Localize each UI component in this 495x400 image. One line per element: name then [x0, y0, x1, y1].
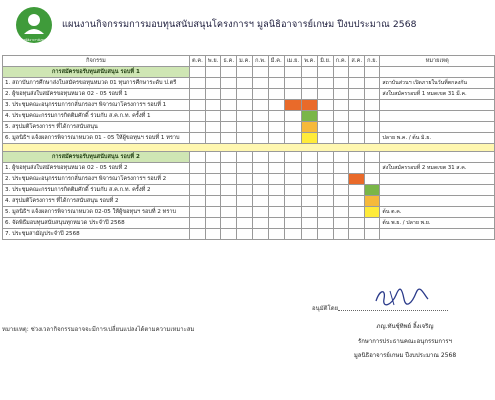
month-cell [205, 218, 221, 229]
month-cell [333, 196, 349, 207]
section-title: การสมัครขอรับทุนสนับสนุน รอบที่ 1 [3, 67, 190, 78]
month-cell [268, 122, 284, 133]
activity-label: 1. ผู้ขอทุนส่งใบสมัครขอทุนหมวด 02 - 05 รอบที่ 2 [3, 163, 190, 174]
month-cell [349, 185, 365, 196]
month-cell [302, 229, 318, 240]
header-month: ก.ค. [333, 56, 349, 67]
month-cell [349, 207, 365, 218]
month-cell [221, 78, 237, 89]
activity-label: 4. สรุปมติโครงการฯ ที่ได้การสนับสนุน รอบที่ 2 [3, 196, 190, 207]
month-cell [205, 174, 221, 185]
header-month: มี.ค. [268, 56, 284, 67]
month-cell [333, 207, 349, 218]
month-cell [221, 100, 237, 111]
month-cell [318, 111, 334, 122]
activity-row [3, 163, 495, 174]
month-cell [221, 207, 237, 218]
month-cell [365, 133, 380, 144]
month-cell [237, 174, 253, 185]
month-cell [333, 122, 349, 133]
table-header-row [3, 56, 495, 67]
month-cell [349, 111, 365, 122]
month-cell [268, 89, 284, 100]
month-cell [349, 100, 365, 111]
header-month: เม.ย. [284, 56, 301, 67]
month-cell [268, 185, 284, 196]
schedule-mark-amber [302, 122, 318, 133]
month-cell [333, 78, 349, 89]
header-activity: กิจกรรม [3, 56, 190, 67]
month-cell [253, 111, 269, 122]
month-cell [237, 133, 253, 144]
note-cell [380, 196, 495, 207]
schedule-mark-yellow [365, 207, 380, 218]
note-cell [380, 152, 495, 163]
month-cell [349, 122, 365, 133]
note-cell [380, 67, 495, 78]
activity-row [3, 229, 495, 240]
month-cell [318, 100, 334, 111]
schedule-mark-orange [284, 100, 301, 111]
month-cell [365, 111, 380, 122]
month-cell [365, 163, 380, 174]
schedule-mark-amber [365, 196, 380, 207]
schedule-mark-yellow [302, 133, 318, 144]
month-cell [318, 67, 334, 78]
header-month: มิ.ย. [318, 56, 334, 67]
month-cell [205, 196, 221, 207]
month-cell [253, 122, 269, 133]
activity-row [3, 133, 495, 144]
month-cell [365, 100, 380, 111]
month-cell [284, 67, 301, 78]
activity-row [3, 196, 495, 207]
header-month: ต.ค. [189, 56, 205, 67]
month-cell [221, 89, 237, 100]
month-cell [253, 218, 269, 229]
month-cell [221, 218, 237, 229]
month-cell [333, 185, 349, 196]
month-cell [284, 207, 301, 218]
month-cell [268, 174, 284, 185]
month-cell [253, 185, 269, 196]
activity-row [3, 185, 495, 196]
month-cell [237, 111, 253, 122]
month-cell [302, 174, 318, 185]
month-cell [318, 152, 334, 163]
month-cell [189, 152, 205, 163]
month-cell [349, 89, 365, 100]
month-cell [205, 152, 221, 163]
month-cell [333, 163, 349, 174]
section-row [3, 152, 495, 163]
month-cell [284, 218, 301, 229]
section-title: การสมัครขอรับทุนสนับสนุน รอบที่ 2 [3, 152, 190, 163]
header-month: ธ.ค. [221, 56, 237, 67]
month-cell [237, 218, 253, 229]
activity-label: 7. ประชุมสามัญประจำปี 2568 [3, 229, 190, 240]
month-cell [365, 152, 380, 163]
month-cell [318, 218, 334, 229]
month-cell [205, 133, 221, 144]
activity-label: 3. ประชุมคณะกรรมการกิตติมศักดิ์ ร่วมกับ ส.ค.ก.ท. ครั้งที่ 2 [3, 185, 190, 196]
month-cell [302, 185, 318, 196]
month-cell [318, 196, 334, 207]
month-cell [333, 174, 349, 185]
month-cell [333, 229, 349, 240]
activity-label: 3. ประชุมคณะอนุกรรมการกลั่นกรองฯ พิจารณาโครงการฯ รอบที่ 1 [3, 100, 190, 111]
activity-label: 2. ประชุมคณะอนุกรรมการกลั่นกรองฯ พิจารณาโครงการฯ รอบที่ 2 [3, 174, 190, 185]
note-cell [380, 122, 495, 133]
note-cell [380, 111, 495, 122]
month-cell [253, 89, 269, 100]
month-cell [205, 229, 221, 240]
note-cell: ต้น ต.ค. [380, 207, 495, 218]
month-cell [268, 196, 284, 207]
month-cell [302, 89, 318, 100]
header-month: พ.ค. [302, 56, 318, 67]
month-cell [349, 229, 365, 240]
approval-label: อนุมัติโดย [312, 305, 339, 312]
activity-row [3, 111, 495, 122]
month-cell [205, 67, 221, 78]
month-cell [333, 100, 349, 111]
activity-row [3, 207, 495, 218]
month-cell [365, 122, 380, 133]
month-cell [189, 111, 205, 122]
month-cell [189, 78, 205, 89]
month-cell [268, 111, 284, 122]
month-cell [349, 196, 365, 207]
month-cell [221, 122, 237, 133]
activity-row [3, 174, 495, 185]
activity-row [3, 89, 495, 100]
month-cell [284, 196, 301, 207]
activity-label: 5. สรุปมติโครงการฯ ที่ได้การสนับสนุน [3, 122, 190, 133]
month-cell [318, 89, 334, 100]
month-cell [268, 218, 284, 229]
month-cell [302, 218, 318, 229]
note-cell [380, 100, 495, 111]
month-cell [268, 100, 284, 111]
month-cell [302, 163, 318, 174]
month-cell [189, 207, 205, 218]
month-cell [253, 207, 269, 218]
month-cell [349, 78, 365, 89]
month-cell [205, 78, 221, 89]
approver-org: มูลนิธิอาจารย์เกษม ปีงบประมาณ 2568 [353, 352, 457, 359]
signature-line [338, 310, 448, 311]
month-cell [284, 111, 301, 122]
month-cell [284, 89, 301, 100]
month-cell [333, 111, 349, 122]
month-cell [365, 78, 380, 89]
month-cell [237, 185, 253, 196]
activity-label: 2. ผู้ขอทุนส่งใบสมัครขอทุนหมวด 02 - 05 รอบที่ 1 [3, 89, 190, 100]
month-cell [221, 133, 237, 144]
month-cell [349, 67, 365, 78]
schedule-mark-green [302, 111, 318, 122]
month-cell [221, 174, 237, 185]
activity-label: 6. มูลนิธิฯ แจ้งผลการพิจารณาหมวด 01 - 05 ให้ผู้ขอทุนฯ รอบที่ 1 ทราบ [3, 133, 190, 144]
header-month: ก.พ. [253, 56, 269, 67]
month-cell [189, 174, 205, 185]
logo-portrait [28, 14, 40, 26]
month-cell [237, 229, 253, 240]
month-cell [349, 163, 365, 174]
activity-row [3, 218, 495, 229]
month-cell [333, 133, 349, 144]
approver-role: รักษาการประธานคณะอนุกรรมการฯ [358, 338, 452, 345]
schedule-mark-orange [302, 100, 318, 111]
month-cell [221, 229, 237, 240]
month-cell [318, 122, 334, 133]
month-cell [221, 67, 237, 78]
month-cell [237, 100, 253, 111]
month-cell [302, 207, 318, 218]
activity-label: 6. จัดพิธีมอบทุนสนับสนุนทุกหมวด ประจำปี 2568 [3, 218, 190, 229]
note-cell [380, 229, 495, 240]
month-cell [318, 185, 334, 196]
logo-caption: มูลนิธิอาจารย์เกษม [21, 38, 47, 42]
month-cell [318, 174, 334, 185]
schedule-body [3, 67, 495, 240]
month-cell [349, 133, 365, 144]
handwritten-signature [372, 285, 432, 309]
schedule-mark-orange [349, 174, 365, 185]
month-cell [237, 122, 253, 133]
month-cell [253, 133, 269, 144]
header-note: หมายเหตุ [380, 56, 495, 67]
month-cell [205, 207, 221, 218]
month-cell [333, 218, 349, 229]
month-cell [349, 218, 365, 229]
activity-label: 4. ประชุมคณะกรรมการกิตติมศักดิ์ ร่วมกับ ส.ค.ก.ท. ครั้งที่ 1 [3, 111, 190, 122]
document-title: แผนงานกิจกรรมการมอบทุนสนับสนุนโครงการฯ มูลนิธิอาจารย์เกษม ปีงบประมาณ 2568 [62, 19, 417, 30]
month-cell [189, 67, 205, 78]
month-cell [205, 89, 221, 100]
month-cell [189, 163, 205, 174]
month-cell [253, 229, 269, 240]
note-cell [380, 174, 495, 185]
month-cell [189, 196, 205, 207]
month-cell [318, 207, 334, 218]
month-cell [302, 152, 318, 163]
month-cell [333, 152, 349, 163]
month-cell [365, 174, 380, 185]
month-cell [205, 111, 221, 122]
note-cell: ส่งใบสมัครรอบที่ 2 หมดเขต 31 ส.ค. [380, 163, 495, 174]
month-cell [189, 229, 205, 240]
month-cell [221, 163, 237, 174]
month-cell [253, 78, 269, 89]
month-cell [237, 207, 253, 218]
month-cell [284, 163, 301, 174]
month-cell [237, 78, 253, 89]
remark-text: หมายเหตุ: ช่วงเวลากิจกรรมอาจจะมีการเปลี่ยนแปลงได้ตามความเหมาะสม [2, 326, 195, 333]
foundation-logo [15, 6, 53, 44]
month-cell [189, 133, 205, 144]
month-cell [318, 78, 334, 89]
activity-label: 5. มูลนิธิฯ แจ้งผลการพิจารณาหมวด 02-05 ให้ผู้ขอทุนฯ รอบที่ 2 ทราบ [3, 207, 190, 218]
month-cell [237, 89, 253, 100]
month-cell [284, 174, 301, 185]
header-month: ก.ย. [365, 56, 380, 67]
month-cell [205, 100, 221, 111]
month-cell [237, 152, 253, 163]
header-month: พ.ย. [205, 56, 221, 67]
note-cell [380, 185, 495, 196]
activity-row [3, 122, 495, 133]
activity-row [3, 78, 495, 89]
month-cell [284, 229, 301, 240]
month-cell [302, 67, 318, 78]
month-cell [284, 152, 301, 163]
month-cell [365, 67, 380, 78]
month-cell [302, 196, 318, 207]
month-cell [221, 111, 237, 122]
month-cell [284, 78, 301, 89]
schedule-table [2, 55, 495, 240]
activity-row [3, 100, 495, 111]
approver-name: ภญ.ทันชุ์ทิพย์ ลิ้งเจริญ [376, 323, 434, 330]
header-month: ส.ค. [349, 56, 365, 67]
separator-cell [3, 144, 495, 152]
section-row [3, 67, 495, 78]
month-cell [284, 122, 301, 133]
month-cell [253, 152, 269, 163]
month-cell [189, 218, 205, 229]
header-month: ม.ค. [237, 56, 253, 67]
month-cell [189, 185, 205, 196]
month-cell [253, 174, 269, 185]
month-cell [365, 218, 380, 229]
month-cell [365, 229, 380, 240]
note-cell: สถาบันส่วนฯ เปิดภายในวันที่ตกลงกัน [380, 78, 495, 89]
month-cell [268, 152, 284, 163]
month-cell [221, 196, 237, 207]
month-cell [284, 133, 301, 144]
activity-label: 1. สถาบันการศึกษาส่งใบสมัครขอทุนหมวด 01 ทุนการศึกษาระดับ ป.ตรี [3, 78, 190, 89]
month-cell [284, 185, 301, 196]
month-cell [189, 89, 205, 100]
signature-stroke [376, 289, 428, 305]
note-cell: ต้น พ.ย. / ปลาย พ.ย. [380, 218, 495, 229]
month-cell [268, 78, 284, 89]
month-cell [268, 163, 284, 174]
month-cell [253, 196, 269, 207]
month-cell [189, 122, 205, 133]
month-cell [333, 89, 349, 100]
month-cell [349, 152, 365, 163]
note-cell: ส่งใบสมัครรอบที่ 1 หมดเขต 31 มี.ค. [380, 89, 495, 100]
month-cell [318, 133, 334, 144]
month-cell [268, 207, 284, 218]
month-cell [365, 89, 380, 100]
month-cell [237, 163, 253, 174]
month-cell [205, 122, 221, 133]
month-cell [268, 133, 284, 144]
month-cell [237, 196, 253, 207]
month-cell [333, 67, 349, 78]
month-cell [221, 185, 237, 196]
month-cell [253, 100, 269, 111]
month-cell [268, 67, 284, 78]
month-cell [318, 229, 334, 240]
month-cell [318, 163, 334, 174]
note-cell: ปลาย พ.ค. / ต้น มิ.ย. [380, 133, 495, 144]
month-cell [221, 152, 237, 163]
month-cell [268, 229, 284, 240]
month-cell [189, 100, 205, 111]
separator-row [3, 144, 495, 152]
month-cell [205, 185, 221, 196]
month-cell [253, 67, 269, 78]
month-cell [302, 78, 318, 89]
schedule-mark-green [365, 185, 380, 196]
month-cell [253, 163, 269, 174]
month-cell [237, 67, 253, 78]
month-cell [205, 163, 221, 174]
